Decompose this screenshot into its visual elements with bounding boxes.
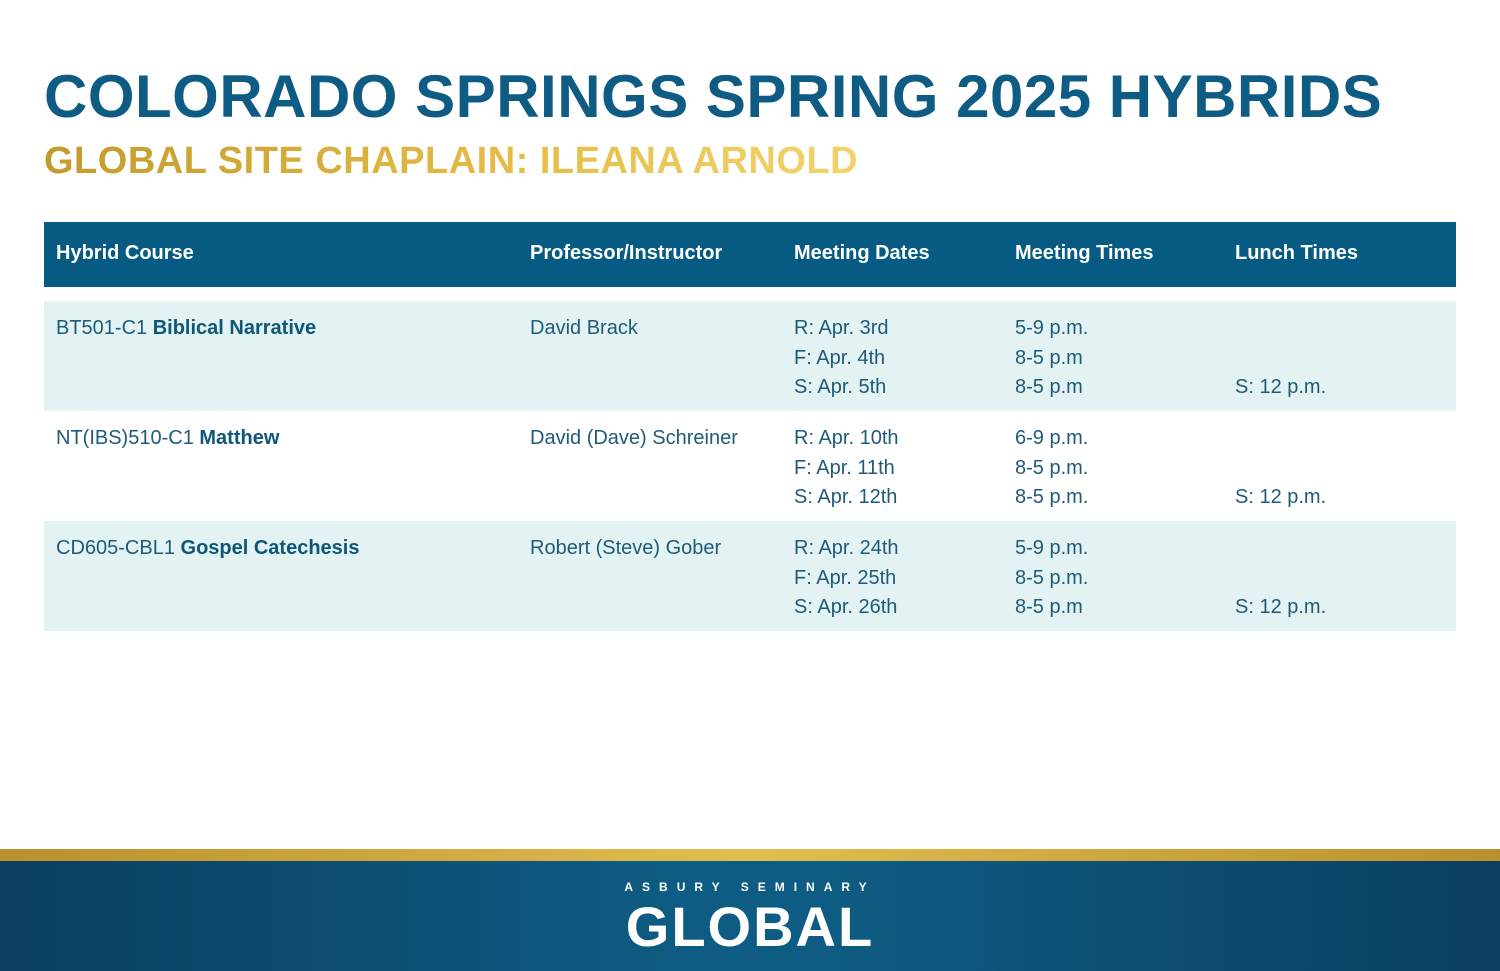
column-header-course: Hybrid Course: [56, 242, 194, 264]
brand-logo: GLOBAL: [625, 895, 875, 958]
course-table: [44, 222, 1456, 631]
times-cell: [1015, 534, 1088, 623]
meeting-time: 5-9 p.m.: [1015, 537, 1089, 559]
page-subtitle: GLOBAL SITE CHAPLAIN: ILEANA ARNOLD: [44, 140, 859, 182]
meeting-date: F: Apr. 4th: [794, 346, 886, 369]
table-row: [44, 301, 1456, 411]
meeting-time: 8-5 p.m.: [1015, 456, 1089, 479]
meeting-date: R: Apr. 3rd: [794, 317, 889, 339]
course-cell: [56, 314, 316, 344]
dates-cell: [794, 314, 889, 403]
professor-cell: David (Dave) Schreiner: [530, 427, 738, 449]
times-cell: [1015, 314, 1088, 403]
lunch-time: [1235, 314, 1326, 344]
course-code: NT(IBS)510-C1: [56, 427, 194, 449]
meeting-time: 8-5 p.m.: [1015, 486, 1089, 508]
lunch-cell: [1235, 534, 1326, 623]
lunch-time: S: 12 p.m.: [1235, 596, 1327, 618]
page-title: COLORADO SPRINGS SPRING 2025 HYBRIDS: [44, 63, 1383, 130]
course-name: Gospel Catechesis: [180, 537, 360, 559]
lunch-time: [1235, 534, 1326, 564]
column-header-professor: Professor/Instructor: [530, 242, 723, 264]
professor-cell: David Brack: [530, 317, 638, 339]
column-header-lunch: Lunch Times: [1235, 242, 1358, 264]
dates-cell: [794, 534, 899, 623]
dates-cell: [794, 424, 899, 513]
meeting-date: S: Apr. 12th: [794, 486, 898, 508]
lunch-time: S: 12 p.m.: [1235, 486, 1327, 508]
meeting-time: 6-9 p.m.: [1015, 427, 1089, 449]
meeting-date: S: Apr. 26th: [794, 596, 898, 618]
footer-gold-stripe: [0, 849, 1500, 861]
brand-tagline: ASBURY SEMINARY: [624, 880, 876, 894]
course-cell: [56, 424, 279, 454]
meeting-date: F: Apr. 11th: [794, 456, 895, 479]
lunch-cell: [1235, 424, 1326, 513]
lunch-time: [1235, 454, 1326, 484]
course-code: BT501-C1: [56, 317, 148, 339]
meeting-date: R: Apr. 10th: [794, 427, 899, 449]
table-row: [44, 411, 1456, 521]
meeting-time: 8-5 p.m: [1015, 596, 1083, 618]
professor-cell: Robert (Steve) Gober: [530, 537, 722, 559]
times-cell: [1015, 424, 1088, 513]
lunch-time: [1235, 424, 1326, 454]
course-code: CD605-CBL1: [56, 537, 175, 559]
meeting-date: F: Apr. 25th: [794, 566, 897, 589]
meeting-time: 8-5 p.m: [1015, 346, 1083, 369]
lunch-time: [1235, 564, 1326, 594]
column-header-dates: Meeting Dates: [794, 242, 930, 264]
column-header-times: Meeting Times: [1015, 242, 1154, 264]
meeting-time: 8-5 p.m: [1015, 376, 1083, 398]
lunch-time: [1235, 344, 1326, 374]
meeting-date: S: Apr. 5th: [794, 376, 887, 398]
course-name: Matthew: [199, 427, 280, 449]
table-row: [44, 521, 1456, 631]
course-cell: [56, 534, 359, 564]
meeting-time: 8-5 p.m.: [1015, 566, 1089, 589]
table-header: [44, 222, 1456, 287]
meeting-time: 5-9 p.m.: [1015, 317, 1089, 339]
course-name: Biblical Narrative: [152, 317, 317, 339]
lunch-time: S: 12 p.m.: [1235, 376, 1327, 398]
lunch-cell: [1235, 314, 1326, 403]
footer-banner: [0, 861, 1500, 971]
meeting-date: R: Apr. 24th: [794, 537, 899, 559]
